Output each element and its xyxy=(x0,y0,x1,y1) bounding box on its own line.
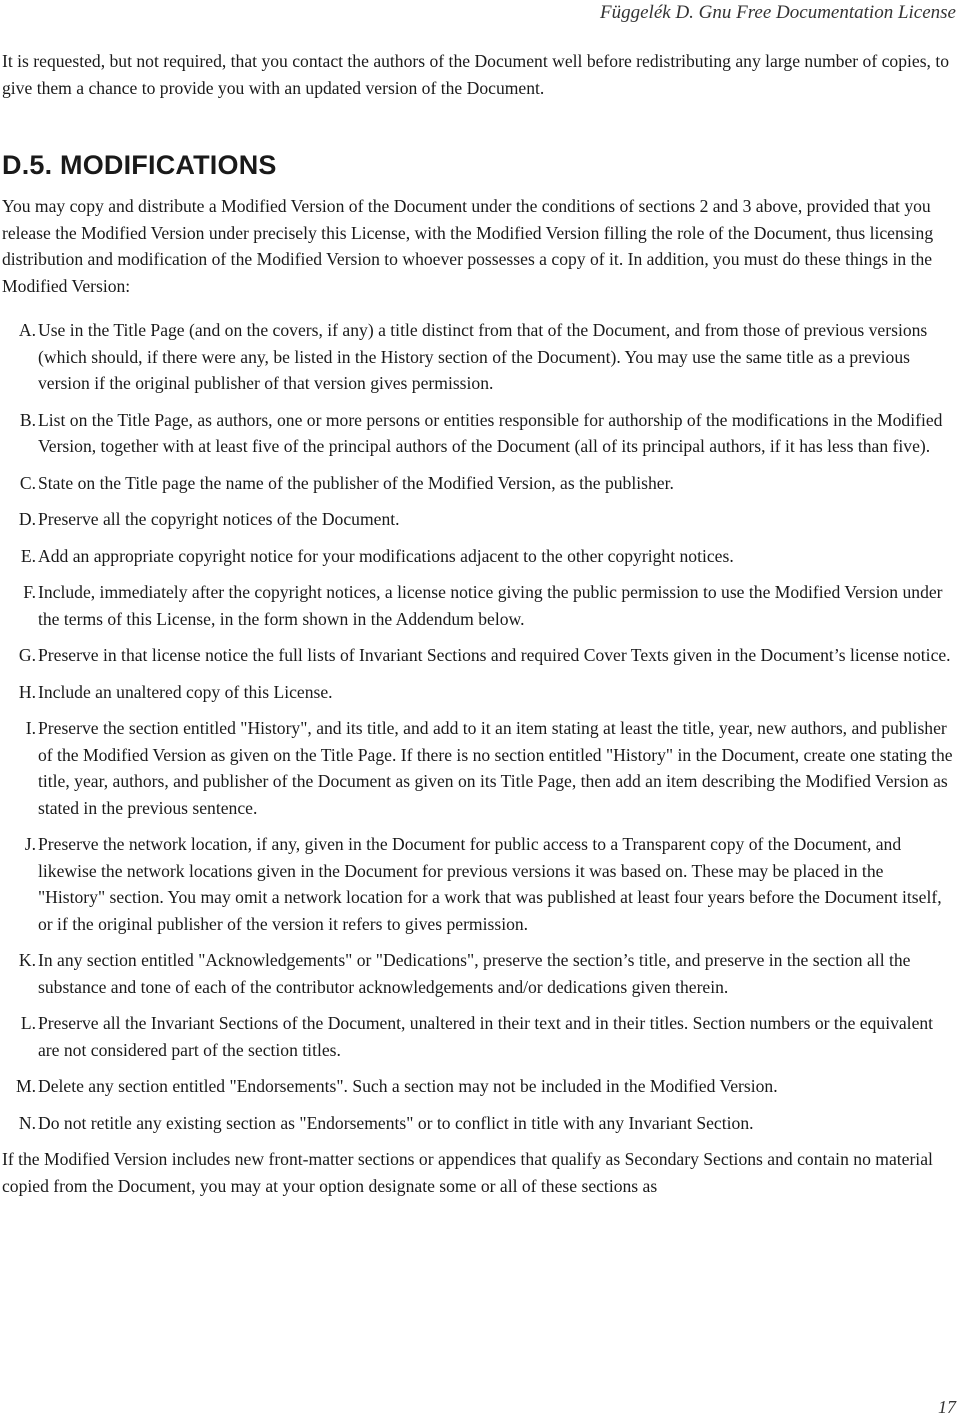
list-item xyxy=(2,407,954,460)
list-item-marker: J. xyxy=(24,834,36,854)
list-item xyxy=(2,506,954,533)
list-item xyxy=(2,317,954,397)
list-item-text: Preserve in that license notice the full lists of Invariant Sections and required Cover Texts given in the Document’s license notice. xyxy=(38,645,951,665)
list-item-marker: C. xyxy=(19,472,36,493)
list-item-text: Use in the Title Page (and on the covers, if any) a title distinct from that of the Document, and from those of previous versions (which should, if there were any, be listed in the History section of the Document). You may use the same title as a previous version if the original publisher of that version gives permission. xyxy=(38,320,928,393)
list-item xyxy=(2,947,954,1000)
list-item-marker: L. xyxy=(20,1013,36,1033)
page-number: 17 xyxy=(938,1397,956,1417)
list-item-text: Do not retitle any existing section as "Endorsements" or to conflict in title with any Invariant Section. xyxy=(38,1112,754,1133)
running-header: Függelék D. Gnu Free Documentation License xyxy=(600,2,956,23)
closing-paragraph: If the Modified Version includes new front-matter sections or appendices that qualify as Secondary Sections and contain no material copied from the Document, you may at your option designate some or all of these sections as xyxy=(2,1149,933,1196)
list-item-marker: G. xyxy=(18,645,36,665)
list-item-text: Delete any section entitled "Endorsements". Such a section may not be included in the Modified Version. xyxy=(38,1076,778,1096)
list-item-marker: K. xyxy=(18,950,36,970)
list-item-marker: I. xyxy=(25,718,36,738)
document-body xyxy=(2,48,954,1199)
list-item-marker: H. xyxy=(18,681,36,702)
list-item-text: Preserve all the Invariant Sections of the Document, unaltered in their text and in their titles. Section numbers or the equivalent are not considered part of the section titles. xyxy=(38,1013,934,1060)
list-item-marker: N. xyxy=(18,1112,36,1133)
list-item-text: Add an appropriate copyright notice for your modifications adjacent to the other copyright notices. xyxy=(38,545,734,566)
list-item xyxy=(2,579,954,632)
list-item-text: Preserve the network location, if any, given in the Document for public access to a Transparent copy of the Document, and likewise the network locations given in the Document for previous versions it was based on. These may be placed in the "History" section. You may omit a network location for a work that was published at least four years before the Document itself, or if the original publisher of the version it refers to gives permission. xyxy=(38,834,942,934)
list-item xyxy=(2,1073,954,1100)
list-item-text: Include an unaltered copy of this License. xyxy=(38,681,333,702)
list-item-text: In any section entitled "Acknowledgements" or "Dedications", preserve the section’s title, and preserve in the section all the substance and tone of each of the contributor acknowledgements and/or dedications given therein. xyxy=(38,950,911,997)
list-item-marker: E. xyxy=(20,545,36,566)
list-item xyxy=(2,1110,954,1137)
section-lead-paragraph: You may copy and distribute a Modified Version of the Document under the conditions of sections 2 and 3 above, provided that you release the Modified Version under precisely this License, with the Modified Version filling the role of the Document, thus licensing distribution and modification of the Modified Version to whoever possesses a copy of it. In addition, you must do these things in the Modified Version: xyxy=(2,196,934,296)
list-item xyxy=(2,1010,954,1063)
list-item xyxy=(2,831,954,937)
list-item-text: State on the Title page the name of the publisher of the Modified Version, as the publisher. xyxy=(38,472,674,493)
modifications-list xyxy=(2,317,954,1136)
section-heading: D.5. MODIFICATIONS xyxy=(2,150,277,180)
list-item-marker: B. xyxy=(19,409,36,430)
list-item-text: Preserve all the copyright notices of the Document. xyxy=(38,509,400,529)
intro-paragraph: It is requested, but not required, that you contact the authors of the Document well before redistributing any large number of copies, to give them a chance to provide you with an updated version of the Document. xyxy=(2,51,950,98)
list-item xyxy=(2,470,954,497)
list-item-marker: M. xyxy=(15,1076,36,1096)
list-item-marker: D. xyxy=(18,509,36,529)
list-item-text: Include, immediately after the copyright notices, a license notice giving the public permission to use the Modified Version under the terms of this License, in the form shown in the Addendum below. xyxy=(38,582,943,629)
list-item xyxy=(2,543,954,570)
list-item-text: List on the Title Page, as authors, one or more persons or entities responsible for authorship of the modifications in the Modified Version, together with at least five of the principal authors of the Document (all of its principal authors, if it has less than five). xyxy=(38,409,943,456)
list-item-marker: F. xyxy=(23,582,36,602)
list-item xyxy=(2,679,954,706)
list-item-marker: A. xyxy=(18,320,36,340)
list-item xyxy=(2,642,954,669)
list-item-text: Preserve the section entitled "History", and its title, and add to it an item stating at least the title, year, new authors, and publisher of the Modified Version as given on the Title Page. If there is no section entitled "History" in the Document, create one stating the title, year, authors, and publisher of the Document as given on its Title Page, then add an item describing the Modified Version as stated in the previous sentence. xyxy=(38,718,953,818)
list-item xyxy=(2,715,954,821)
